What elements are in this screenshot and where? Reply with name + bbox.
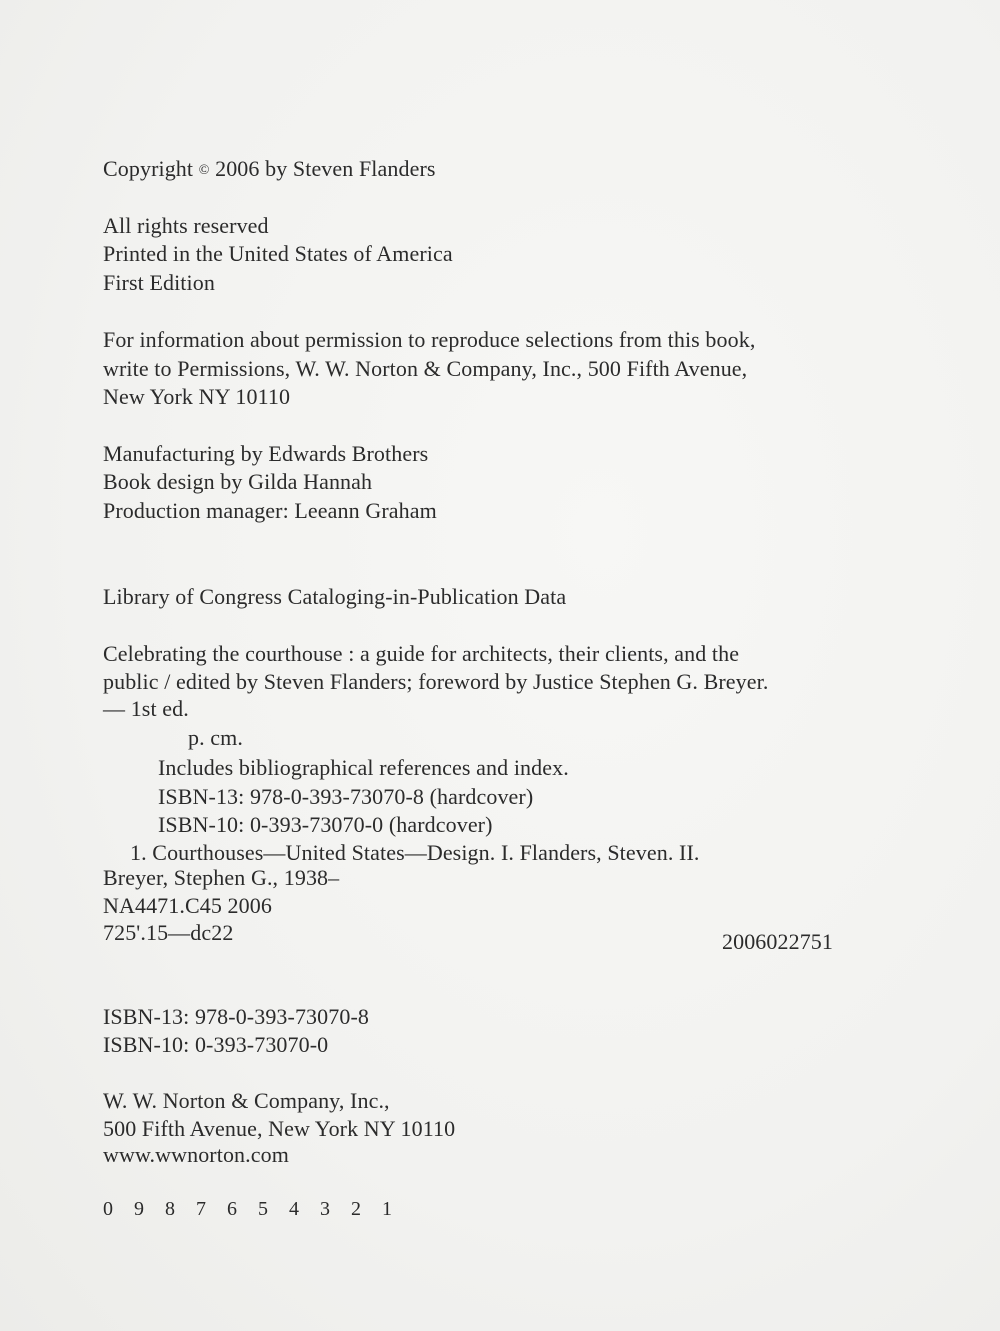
credit-manufacturing: Manufacturing by Edwards Brothers xyxy=(103,441,429,466)
cip-note-isbn13: ISBN-13: 978-0-393-73070-8 (hardcover) xyxy=(158,784,534,809)
publisher-website: www.wwnorton.com xyxy=(103,1142,289,1167)
cip-subjects: 1. Courthouses—United States—Design. I. Flanders, Steven. II. xyxy=(130,840,700,865)
cip-title-line-3: — 1st ed. xyxy=(103,696,189,721)
copyright-holder: 2006 by Steven Flanders xyxy=(215,156,436,181)
copyright-label: Copyright xyxy=(103,156,194,181)
cip-physical: p. cm. xyxy=(188,725,243,750)
cip-title-line-1: Celebrating the courthouse : a guide for architects, their clients, and the xyxy=(103,641,740,666)
publisher-address: 500 Fifth Avenue, New York NY 10110 xyxy=(103,1116,456,1141)
copyright-line xyxy=(103,156,436,184)
cip-heading: Library of Congress Cataloging-in-Publication Data xyxy=(103,584,567,609)
isbn-10: ISBN-10: 0-393-73070-0 xyxy=(103,1032,329,1057)
cip-note-index: Includes bibliographical references and index. xyxy=(158,755,569,780)
cip-call-number: NA4471.C45 2006 xyxy=(103,893,272,918)
edition: First Edition xyxy=(103,270,215,295)
permissions-line-3: New York NY 10110 xyxy=(103,384,291,409)
permissions-line-1: For information about permission to reproduce selections from this book, xyxy=(103,327,756,352)
isbn-13: ISBN-13: 978-0-393-73070-8 xyxy=(103,1004,369,1029)
credit-design: Book design by Gilda Hannah xyxy=(103,469,373,494)
cip-lccn: 2006022751 xyxy=(722,929,833,954)
rights-reserved: All rights reserved xyxy=(103,213,269,238)
cip-title-line-2: public / edited by Steven Flanders; foreword by Justice Stephen G. Breyer. xyxy=(103,669,769,694)
permissions-line-2: write to Permissions, W. W. Norton & Company, Inc., 500 Fifth Avenue, xyxy=(103,356,748,381)
copyright-symbol: © xyxy=(198,163,210,178)
printed-in: Printed in the United States of America xyxy=(103,241,453,266)
printing-line: 0 9 8 7 6 5 4 3 2 1 xyxy=(103,1198,400,1220)
cip-note-isbn10: ISBN-10: 0-393-73070-0 (hardcover) xyxy=(158,812,493,837)
credit-production: Production manager: Leeann Graham xyxy=(103,498,437,523)
cip-dewey: 725'.15—dc22 xyxy=(103,920,234,945)
cip-subjects-cont: Breyer, Stephen G., 1938– xyxy=(103,865,340,890)
publisher-name: W. W. Norton & Company, Inc., xyxy=(103,1088,390,1113)
